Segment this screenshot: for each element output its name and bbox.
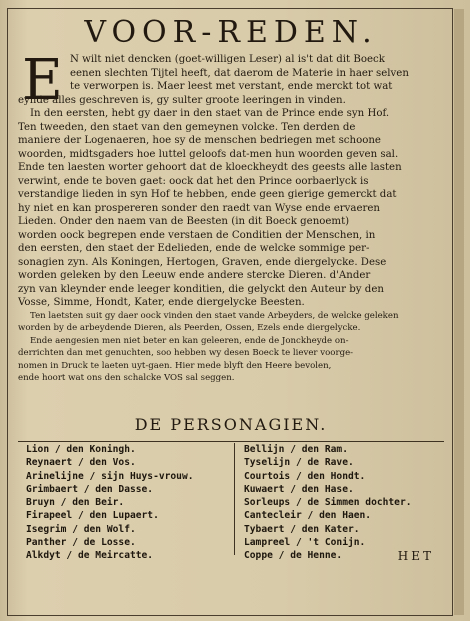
persona-entry: Cantecleir / den Haen. bbox=[244, 510, 372, 522]
persona-entry: Bellijn / den Ram. bbox=[244, 444, 348, 455]
persona-entry: Bruyn / den Beir. bbox=[26, 497, 125, 509]
persona-entry: Coppe / de Henne. bbox=[244, 550, 343, 562]
text-line: worden by de arbeydende Dieren, als Peerden, Ossen, Ezels ende diergelycke. bbox=[18, 323, 361, 333]
text-line: maniere der Logenaeren, hoe sy de menschen bedriegen met schoone bbox=[18, 135, 381, 146]
text-line: ende hoort wat ons den schalcke VOS sal seggen. bbox=[18, 373, 235, 383]
personae-right-column bbox=[244, 443, 412, 563]
persona-entry: Panther / de Losse. bbox=[26, 537, 136, 549]
text-line: In den eersten, hebt gy daer in den staet van de Prince ende syn Hof. bbox=[30, 108, 390, 119]
column-divider bbox=[234, 443, 235, 555]
page-frame bbox=[7, 8, 453, 616]
persona-entry: Courtois / den Hondt. bbox=[244, 470, 366, 482]
persona-entry: Tyselijn / de Rave. bbox=[244, 457, 354, 469]
persona-entry: Firapeel / den Lupaert. bbox=[26, 510, 159, 522]
text-line: eynde alles geschreven is, gy sulter groote leeringen in vinden. bbox=[18, 94, 346, 106]
text-line: Ende ten laesten worter gehoort dat de kloeckheydt des geests alle lasten bbox=[18, 162, 402, 173]
text-line: worden oock begrepen ende verstaen de Conditien der Menschen, in bbox=[18, 229, 376, 241]
drop-cap: E bbox=[22, 48, 63, 113]
catchword: HET bbox=[397, 549, 434, 563]
text-line: verwint, ende te boven gaet: oock dat het den Prince oorbaerlyck is bbox=[18, 175, 369, 187]
text-line: sonagien zyn. Als Koningen, Hertogen, Graven, ende diergelycke. Dese bbox=[18, 256, 387, 268]
persona-entry: Sorleups / de Simmen dochter. bbox=[244, 497, 412, 509]
preface-text bbox=[18, 48, 446, 385]
personae-left-column bbox=[26, 443, 194, 563]
text-line: te verworpen is. Maer leest met verstant, ende merckt tot wat bbox=[70, 81, 393, 92]
text-line: eenen slechten Tijtel heeft, dat daerom de Materie in haer selven bbox=[70, 67, 409, 79]
persona-entry: Isegrim / den Wolf. bbox=[26, 523, 136, 535]
text-line: nomen in Druck te laeten uyt-gaen. Hier mede blyft den Heere bevolen, bbox=[18, 360, 332, 371]
persona-entry: Alkdyt / de Meircatte. bbox=[26, 550, 154, 562]
text-line: hy niet en kan prospereren sonder den raedt van Wyse ende ervaeren bbox=[18, 202, 380, 214]
persona-entry: Reynaert / den Vos. bbox=[26, 457, 136, 469]
text-line: Vosse, Simme, Hondt, Kater, ende diergelycke Beesten. bbox=[18, 297, 305, 308]
text-line: N wilt niet dencken (goet-willigen Leser) al is't dat dit Boeck bbox=[70, 54, 385, 65]
text-line: Lieden. Onder den naem van de Beesten (in dit Boeck genoemt) bbox=[18, 216, 350, 227]
persona-entry: Lampreel / 't Conijn. bbox=[244, 537, 366, 549]
page-title: VOOR-REDEN. bbox=[84, 15, 378, 50]
persona-entry: Kuwaert / den Hase. bbox=[244, 483, 354, 495]
text-line: worden geleken by den Leeuw ende andere stercke Dieren. d'Ander bbox=[18, 270, 371, 281]
personae-heading: DE PERSONAGIEN. bbox=[134, 415, 328, 434]
text-line: zyn van kleynder ende leeger konditien, die gelyckt den Auteur by den bbox=[18, 283, 384, 295]
text-line: Ten laetsten suit gy daer oock vinden den staet vande Arbeyders, de welcke geleken bbox=[30, 310, 399, 321]
text-line: Ende aengesien men niet beter en kan geleeren, ende de Jonckheyde on- bbox=[30, 335, 349, 346]
text-line: derrichten dan met genuchten, soo hebben wy desen Boeck te liever voorge- bbox=[18, 348, 354, 358]
persona-entry: Arinelijne / sijn Huys-vrouw. bbox=[26, 470, 194, 482]
text-line: den eersten, den staet der Edelieden, ende de welcke sommige per- bbox=[18, 243, 370, 254]
text-line: woorden, midtsgaders hoe luttel geloofs dat-men hun woorden geven sal. bbox=[18, 148, 399, 160]
persona-entry: Grimbaert / den Dasse. bbox=[26, 483, 154, 495]
heading-rule bbox=[18, 441, 444, 442]
persona-entry: Tybaert / den Kater. bbox=[244, 523, 360, 535]
text-line: verstandige lieden in syn Hof te hebben, ende geen gierige gemerckt dat bbox=[18, 189, 397, 200]
persona-entry: Lion / den Koningh. bbox=[26, 444, 136, 455]
text-line: Ten tweeden, den staet van den gemeynen volcke. Ten derden de bbox=[18, 121, 356, 133]
